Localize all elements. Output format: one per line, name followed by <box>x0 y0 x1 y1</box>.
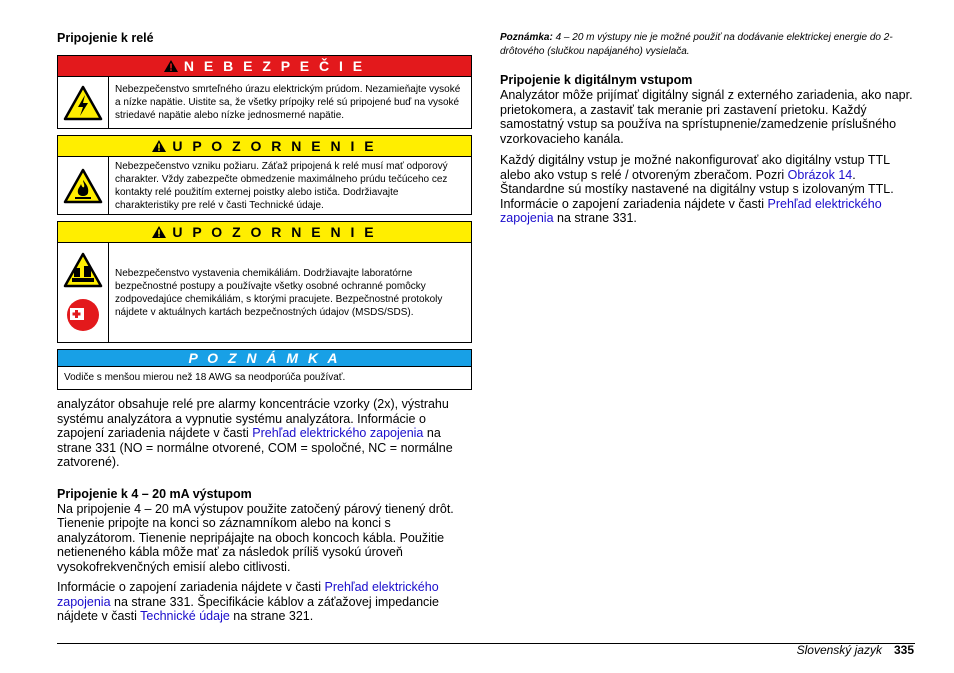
digital-paragraph-1: Analyzátor môže prijímať digitálny signál z externého zariadenia, ako napr. prietokomera, a zastaviť tak meranie pri zastavení prietoku. Každý samostatný vstup sa používa na sprístupnenie/zamedzenie príslušného vzorkovacieho kanála. <box>500 88 913 146</box>
left-column <box>57 30 472 624</box>
relay-text-part: na strane 331 (NO = normálne otvorené, COM = spoločné, NC = normálne zatvorené). <box>57 426 453 469</box>
chemical-icon-cell <box>58 243 109 342</box>
danger-text: Nebezpečenstvo smrteľného úrazu elektrickým prúdom. Nezamieňajte vysoké a nízke napätie. Uistite sa, že všetky prípojky relé sú pripojené buď na vysoké striedavé napätie alebo nízke jednosmerné napätie. <box>115 84 461 121</box>
fire-hazard-icon <box>63 168 103 204</box>
page-number: 335 <box>893 643 914 657</box>
fire-icon-cell <box>58 157 109 214</box>
digital-text-part: Každý digitálny vstup je možné nakonfigurovať ako digitálny vstup TTL alebo ako vstup s relé / otvoreným zberačom. Pozri <box>500 153 890 182</box>
link-figure-14[interactable]: Obrázok 14 <box>787 167 853 182</box>
protective-helmet-icon <box>66 296 100 334</box>
warning-header <box>58 222 471 243</box>
right-column <box>500 31 915 226</box>
note-text: Vodiče s menšou mierou než 18 AWG sa neodporúča používať. <box>64 372 346 383</box>
page-footer <box>797 643 914 657</box>
chemical-hazard-icon <box>63 252 103 288</box>
warning-box-fire <box>57 135 472 215</box>
link-wiring-overview[interactable]: Prehľad elektrického zapojenia <box>57 580 439 609</box>
footer-divider <box>57 643 915 644</box>
wiring-text-part: na strane 331. Špecifikácie káblov a záťažovej impedancie nájdete v časti <box>57 594 440 623</box>
footer-language: Slovenský jazyk <box>796 643 882 657</box>
note-paragraph <box>500 31 915 59</box>
warning-header <box>58 136 471 157</box>
link-wiring-overview[interactable]: Prehľad elektrického zapojenia <box>500 196 882 225</box>
warning-triangle-icon <box>152 226 166 238</box>
danger-header <box>58 56 471 77</box>
electric-shock-icon <box>63 85 103 121</box>
note-text: 4 – 20 m výstupy nie je možné použiť na dodávanie elektrickej energie do 2-drôtového (slučkou napájaného) vysielača. <box>500 32 893 57</box>
warning-box-chemical <box>57 221 472 343</box>
danger-icon-cell <box>58 77 109 128</box>
relay-paragraph <box>57 397 472 470</box>
link-technical-data[interactable]: Technické údaje <box>140 609 230 623</box>
warning-fire-text: Nebezpečenstvo vzniku požiaru. Záťaž pripojená k relé musí mať odporový charakter. Vždy zabezpečte obmedzenie maximálneho prúdu tečúceho cez kontakty relé použitím externej poistky alebo ističa. Dodržiavajte charakteristiky pre relé v časti Technické údaje. <box>115 160 448 211</box>
heading-relay: Pripojenie k relé <box>57 31 154 45</box>
link-wiring-overview[interactable]: Prehľad elektrického zapojenia <box>252 426 424 440</box>
danger-box <box>57 55 472 129</box>
wiring-text-part: na strane 321. <box>229 609 314 623</box>
warning-title: U P O Z O R N E N I E <box>172 138 377 154</box>
danger-title: N E B E Z P E Č I E <box>183 58 366 74</box>
warning-chemical-text: Nebezpečenstvo vystavenia chemikáliám. Dodržiavajte laboratórne bezpečnostné postupy a používajte všetky osobné ochranné pomôcky zodpovedajúce chemikáliám, s ktorými pracujete. Bezpečnostné protokoly nájdete v aktuálnych kartách bezpečnostných údajov (MSDS/SDS). <box>115 267 443 318</box>
heading-digital-inputs: Pripojenie k digitálnym vstupom <box>500 73 693 87</box>
note-label: Poznámka: <box>500 32 553 43</box>
4-20ma-paragraph: Na pripojenie 4 – 20 mA výstupov použite zatočený párový tienený drôt. Tienenie pripojte na konci so záznamníkom alebo na konci s analyzátorom. Tienenie nepripájajte na oboch koncoch kábla. Použitie netieneného kábla môže mať za následok príliš vysokú úroveň vysokofrekvenčných emisií alebo citlivosti. <box>57 501 454 574</box>
note-header <box>58 350 471 367</box>
relay-text-part: analyzátor obsahuje relé pre alarmy koncentrácie vzorky (2x), výstrahu systému analyzátora a vypnutie systému analyzátora. Informácie o zapojení zariadenia nájdete v časti <box>57 397 449 440</box>
warning-triangle-icon <box>164 60 178 72</box>
wiring-info-paragraph <box>57 580 472 624</box>
warning-triangle-icon <box>152 140 166 152</box>
note-box <box>57 349 472 390</box>
warning-title: U P O Z O R N E N I E <box>172 224 377 240</box>
digital-text-part: na strane 331. <box>553 211 637 225</box>
digital-text-part: . Štandardne sú mostíky nastavené na digitálny vstup s izolovaným TTL. Informácie o zapojení zariadenia nájdete v časti <box>500 167 894 211</box>
wiring-text-part: Informácie o zapojení zariadenia nájdete v časti <box>57 580 325 594</box>
heading-4-20ma: Pripojenie k 4 – 20 mA výstupom <box>57 486 252 501</box>
note-title: P O Z N Á M K A <box>188 350 341 366</box>
digital-paragraph-2 <box>500 153 915 226</box>
